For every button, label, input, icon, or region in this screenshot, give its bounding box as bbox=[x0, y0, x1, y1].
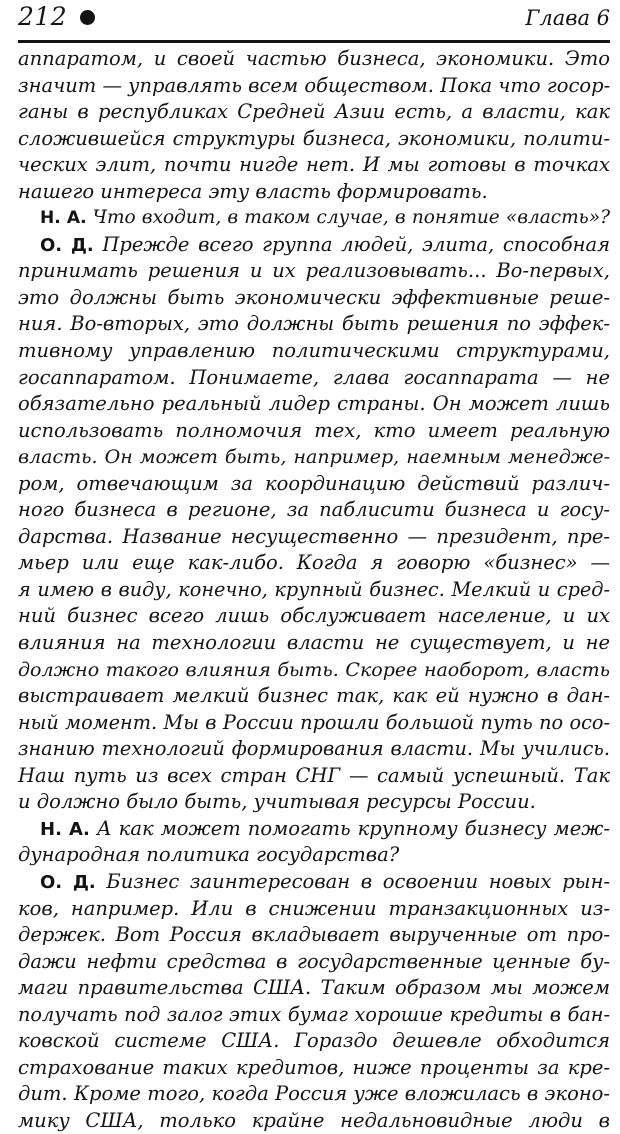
line-text: это должны быть экономически эффективные реше- bbox=[18, 285, 610, 309]
text-line bbox=[18, 391, 610, 418]
line-text: ков, например. Или в снижении транзакционных из- bbox=[18, 896, 610, 920]
text-line bbox=[18, 1081, 610, 1108]
line-text: дит. Кроме того, когда Россия уже вложилась в эконо- bbox=[18, 1082, 610, 1106]
line-text: дународная политика государства? bbox=[18, 843, 400, 867]
text-line bbox=[18, 205, 610, 232]
text-line bbox=[18, 497, 610, 524]
text-line bbox=[18, 1108, 610, 1134]
line-text: влияния на технологии власти не существует, и не bbox=[18, 631, 610, 655]
text-line bbox=[18, 763, 610, 790]
text-line bbox=[18, 179, 610, 206]
line-text: использовать полномочия тех, кто имеет реальную bbox=[18, 418, 610, 442]
line-text: я имею в виду, конечно, крупный бизнес. Мелкий и сред- bbox=[18, 577, 610, 601]
line-text: ковской системе США. Гораздо дешевле обходится bbox=[18, 1029, 610, 1053]
text-line bbox=[18, 603, 610, 630]
text-line bbox=[18, 46, 610, 73]
text-line bbox=[18, 285, 610, 312]
text-line bbox=[18, 896, 610, 923]
line-text: маги правительства США. Таким образом мы можем bbox=[18, 976, 610, 1000]
text-line bbox=[18, 73, 610, 100]
text-line bbox=[18, 975, 610, 1002]
line-text: ний бизнес всего лишь обслуживает население, и их bbox=[18, 604, 610, 628]
line-text: тивному управлению политическими структурами, bbox=[18, 339, 610, 363]
text-line bbox=[18, 630, 610, 657]
speaker-initials: Н. А. bbox=[40, 208, 87, 229]
line-text: принимать решения и их реализовывать... Во-первых, bbox=[18, 259, 610, 283]
line-text: ного бизнеса в регионе, за паблисити бизнеса и госу- bbox=[18, 498, 610, 522]
speaker-initials: О. Д. bbox=[40, 234, 94, 256]
line-text: значит — управлять всем обществом. Пока что госор- bbox=[18, 73, 611, 97]
line-text: ганы в республиках Средней Азии есть, а власти, как bbox=[18, 100, 610, 124]
line-text: знанию технологий формирования власти. Мы учились. bbox=[18, 737, 610, 761]
text-line bbox=[18, 657, 610, 684]
text-line bbox=[18, 524, 610, 551]
line-text: Что входит, в таком случае, в понятие «власть»? bbox=[86, 207, 610, 229]
line-text: А как может помогать крупному бизнесу меж- bbox=[89, 816, 610, 840]
text-line bbox=[18, 949, 610, 976]
text-line bbox=[18, 1002, 610, 1029]
line-text: выстраивает мелкий бизнес так, как ей нужно в дан- bbox=[18, 684, 610, 708]
text-line bbox=[18, 789, 610, 816]
text-line bbox=[18, 338, 610, 365]
speaker-initials: Н. А. bbox=[40, 818, 90, 840]
running-header bbox=[18, 0, 610, 38]
text-line bbox=[18, 683, 610, 710]
bullet-icon bbox=[80, 10, 95, 25]
line-text: держек. Вот Россия вкладывает вырученные от про- bbox=[18, 923, 610, 947]
text-line bbox=[18, 365, 610, 392]
line-text: страхование таких кредитов, ниже проценты за кре- bbox=[18, 1055, 610, 1079]
text-line bbox=[18, 152, 610, 179]
line-text: ром, отвечающим за координацию действий различ- bbox=[18, 471, 610, 495]
line-text: мьер или еще как-либо. Когда я говорю «бизнес» — bbox=[18, 551, 610, 575]
line-text: получать под залог этих бумаг хорошие кредиты в бан- bbox=[18, 1002, 610, 1026]
line-text: ния. Во-вторых, это должны быть решения по эффек- bbox=[18, 312, 610, 336]
text-line bbox=[18, 577, 610, 604]
line-text: нашего интереса эту власть формировать. bbox=[18, 179, 488, 203]
text-line bbox=[18, 842, 610, 869]
page-number: 212 bbox=[18, 2, 68, 31]
line-text: и должно было быть, учитывая ресурсы России. bbox=[18, 790, 536, 814]
text-line bbox=[18, 550, 610, 577]
text-line bbox=[18, 1055, 610, 1082]
text-line bbox=[18, 418, 610, 445]
speaker-initials: О. Д. bbox=[40, 871, 96, 893]
line-text: обязательно реальный лидер страны. Он может лишь bbox=[18, 392, 610, 416]
text-line bbox=[18, 99, 610, 126]
line-text: Наш путь из всех стран СНГ — самый успешный. Так bbox=[18, 763, 610, 787]
line-text: сложившейся структуры бизнеса, экономики, полити- bbox=[18, 126, 610, 150]
line-text: должно такого влияния быть. Скорее наоборот, власть bbox=[18, 658, 610, 681]
line-text: Прежде всего группа людей, элита, способная bbox=[93, 232, 611, 256]
text-line bbox=[18, 736, 610, 763]
line-text: госаппаратом. Понимаете, глава госаппарата — не bbox=[18, 365, 610, 389]
text-line bbox=[18, 710, 610, 737]
header-rule bbox=[18, 40, 610, 43]
text-line bbox=[18, 471, 610, 498]
chapter-title: Глава 6 bbox=[525, 6, 610, 30]
text-line bbox=[18, 1028, 610, 1055]
text-line bbox=[18, 869, 610, 896]
line-text: ческих элит, почти нигде нет. И мы готовы в точках bbox=[18, 153, 610, 177]
text-line bbox=[18, 258, 610, 285]
text-line bbox=[18, 816, 610, 843]
text-line bbox=[18, 922, 610, 949]
line-text: дажи нефти средства в государственные ценные бу- bbox=[18, 949, 610, 973]
line-text: дарства. Название несущественно — президент, пре- bbox=[18, 524, 610, 548]
text-line bbox=[18, 444, 610, 471]
body-text bbox=[18, 46, 610, 1134]
line-text: власть. Он может быть, например, наемным менедже- bbox=[18, 446, 610, 469]
line-text: аппаратом, и своей частью бизнеса, экономики. Это bbox=[18, 47, 610, 70]
text-line bbox=[18, 232, 610, 259]
line-text: Бизнес заинтересован в освоении новых рын- bbox=[95, 869, 610, 893]
text-line bbox=[18, 126, 610, 153]
line-text: ный момент. Мы в России прошли большой путь по осо- bbox=[18, 710, 610, 734]
line-text: мику США, только крайне недальновидные люди в bbox=[18, 1108, 610, 1132]
text-line bbox=[18, 311, 610, 338]
